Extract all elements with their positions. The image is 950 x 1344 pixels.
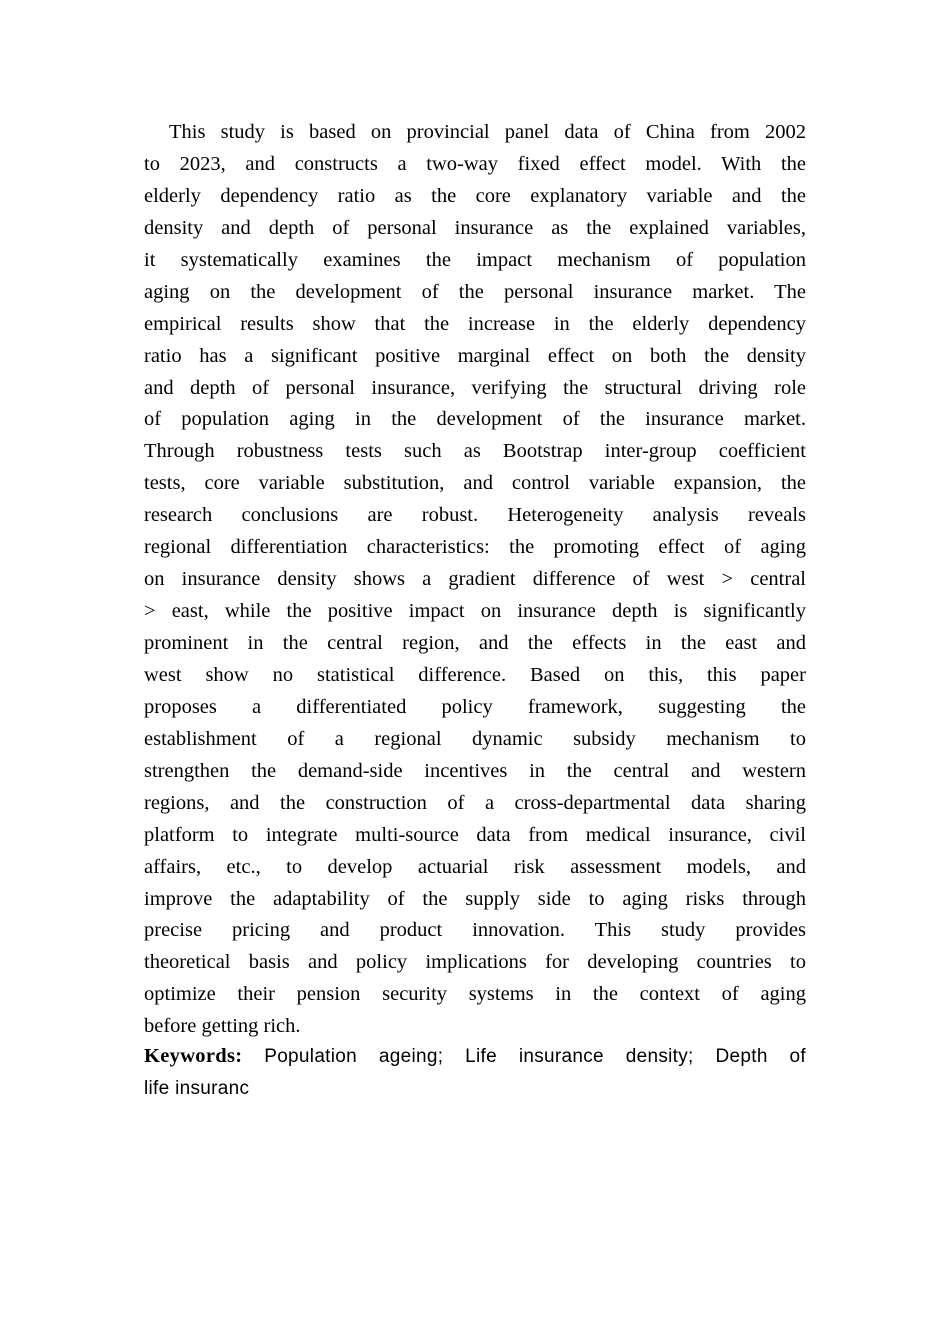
abstract-line: regional differentiation characteristics: the promoting effect of aging: [144, 536, 806, 559]
abstract-line: precise pricing and product innovation. This study provides: [144, 919, 806, 942]
keywords-text-1: Population ageing; Life insurance density; Depth of: [264, 1046, 806, 1067]
keywords-section: [144, 1041, 806, 1105]
abstract-line: it systematically examines the impact mechanism of population: [144, 248, 806, 271]
abstract-line: before getting rich.: [144, 1015, 301, 1038]
abstract-line: improve the adaptability of the supply side to aging risks through: [144, 887, 806, 910]
abstract-line: optimize their pension security systems in the context of aging: [144, 983, 806, 1006]
abstract-line: density and depth of personal insurance as the explained variables,: [144, 216, 806, 239]
abstract-line: prominent in the central region, and the effects in the east and: [144, 632, 806, 654]
abstract-line: ratio has a significant positive marginal effect on both the density: [144, 344, 806, 367]
abstract-body: [144, 117, 806, 1043]
abstract-line: theoretical basis and policy implications for developing countries to: [144, 951, 806, 974]
abstract-line: aging on the development of the personal insurance market. The: [144, 280, 806, 303]
abstract-line: research conclusions are robust. Heterogeneity analysis reveals: [144, 504, 806, 527]
abstract-line: and depth of personal insurance, verifying the structural driving role: [144, 376, 806, 399]
abstract-line: platform to integrate multi-source data from medical insurance, civil: [144, 823, 806, 846]
abstract-line: empirical results show that the increase in the elderly dependency: [144, 312, 806, 335]
abstract-line: on insurance density shows a gradient difference of west > central: [144, 568, 806, 591]
abstract-line: tests, core variable substitution, and control variable expansion, the: [144, 472, 806, 495]
keywords-label: Keywords:: [144, 1045, 243, 1067]
abstract-line: proposes a differentiated policy framework, suggesting the: [144, 695, 806, 718]
abstract-line: Through robustness tests such as Bootstrap inter-group coefficient: [144, 440, 806, 463]
abstract-line: elderly dependency ratio as the core explanatory variable and the: [144, 184, 806, 207]
abstract-line: affairs, etc., to develop actuarial risk assessment models, and: [144, 855, 806, 878]
keywords-line-1: [144, 1041, 806, 1073]
keywords-line-2: life insuranc: [144, 1077, 250, 1099]
abstract-line: to 2023, and constructs a two-way fixed effect model. With the: [144, 152, 806, 175]
abstract-line: > east, while the positive impact on insurance depth is significantly: [144, 600, 806, 623]
abstract-line: This study is based on provincial panel data of China from 2002: [169, 121, 806, 143]
abstract-line: of population aging in the development of the insurance market.: [144, 408, 806, 431]
abstract-line: strengthen the demand-side incentives in the central and western: [144, 759, 806, 782]
abstract-line: establishment of a regional dynamic subsidy mechanism to: [144, 727, 806, 750]
abstract-line: west show no statistical difference. Based on this, this paper: [144, 663, 806, 686]
abstract-line: regions, and the construction of a cross-departmental data sharing: [144, 791, 806, 814]
